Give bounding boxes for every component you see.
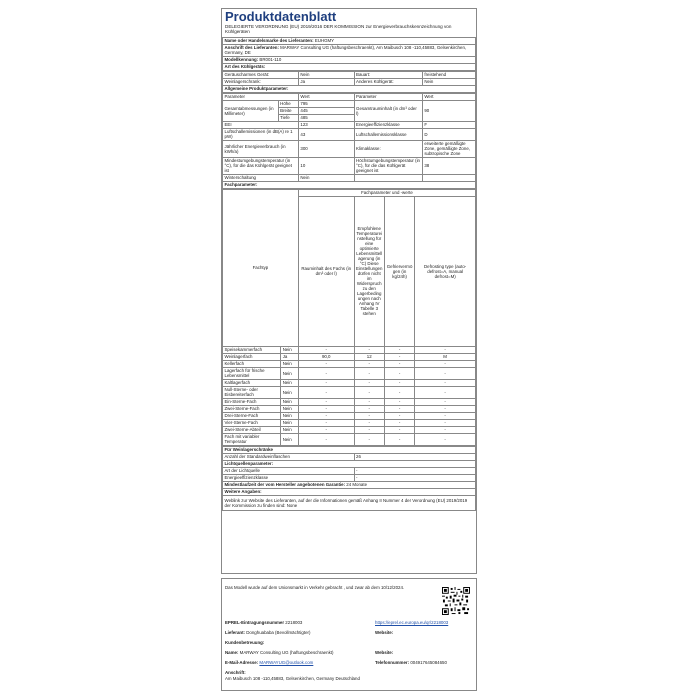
qr-code-icon[interactable] [442, 587, 470, 615]
compartment-volume: - [298, 379, 354, 386]
model-label: Modellkennung: [224, 57, 259, 63]
compartment-temp: - [354, 419, 384, 426]
extra-table [222, 446, 476, 511]
type-row [223, 71, 476, 78]
general-param-value: 43 [298, 128, 354, 140]
compartment-group-header: Fachparameter und -werte [298, 189, 475, 196]
general-param-label: Energieeffizienzklasse [354, 121, 422, 128]
dimension-value: 445 [298, 107, 354, 114]
compartment-present: Nein [281, 386, 299, 398]
param-header: Parameter [354, 93, 422, 100]
general-param-value: Nein [298, 174, 354, 181]
service-name-label: Name: [225, 650, 239, 655]
compartment-row [223, 398, 476, 405]
dimension-value: 485 [298, 114, 354, 121]
compartment-temp: - [354, 398, 384, 405]
compartment-volume: - [298, 419, 354, 426]
compartment-type: Weinlagerfach [223, 353, 281, 360]
compartment-defrost: - [415, 398, 476, 405]
general-param-value: erweiterte gemäßigte Zone, gemäßigte Zone, subtropische Zone [422, 140, 475, 157]
regulation-subtitle: DELEGIERTE VERORDNUNG (EU) 2019/2016 DER KOMMISSION zur Energieverbrauchskennzeichnung von Kühlgeräten [225, 24, 452, 35]
light-type-label: Art der Lichtquelle [223, 467, 355, 474]
type-label: Anderes Kühlgerät: [354, 78, 422, 85]
compartment-defrost: - [415, 386, 476, 398]
compartment-defrost: - [415, 405, 476, 412]
compartment-present: Nein [281, 426, 299, 433]
compartment-freeze: - [384, 379, 414, 386]
compartment-freeze: - [384, 412, 414, 419]
compartment-freeze: - [384, 360, 414, 367]
general-param-value [422, 174, 475, 181]
compartment-row [223, 367, 476, 379]
email-link[interactable]: MARWAYUG@outlook.com [259, 660, 314, 665]
general-param-label: Klimaklasse: [354, 140, 422, 157]
compartment-row [223, 379, 476, 386]
dimension-name: Höhe [278, 100, 298, 107]
address-label: Anschrift: [225, 670, 246, 675]
compartment-freeze: - [384, 353, 414, 360]
lieferant-value: Donghuababa (Bevollmächtigter) [246, 630, 311, 635]
model-id: BR001-110 [259, 57, 282, 63]
compartment-freeze: - [384, 433, 414, 445]
wine-label: Für Weinlagerschränke [223, 446, 476, 453]
compartment-row [223, 419, 476, 426]
website2-label: Website: [375, 650, 394, 655]
compartment-freeze: - [384, 386, 414, 398]
eprel-link[interactable]: https://eprel.ec.europa.eu/qr/2218003 [375, 620, 449, 625]
type-label: Geräuscharmes Gerät: [223, 71, 299, 78]
compartment-volume: - [298, 346, 354, 353]
compartment-volume: - [298, 398, 354, 405]
compartment-type: Zwei-Sterne-Abteil [223, 426, 281, 433]
freeze-header: Gefriervermögen (in kg/24h) [384, 196, 414, 346]
customer-service-label: Kundenbetreuung: [225, 640, 265, 645]
type-value: Nein [298, 71, 354, 78]
compartment-type: Zwei-Sterne-Fach [223, 405, 281, 412]
value-header: Wert [422, 93, 475, 100]
general-param-label: Jährlicher Energieverbrauch (in kWh/a) [223, 140, 299, 157]
compartment-defrost: - [415, 419, 476, 426]
lieferant-label: Lieferant: [225, 630, 246, 635]
compartment-freeze: - [384, 426, 414, 433]
compartment-temp: - [354, 367, 384, 379]
general-row [223, 128, 476, 140]
compartment-temp: - [354, 433, 384, 445]
compartment-temp: - [354, 386, 384, 398]
compartment-volume: - [298, 433, 354, 445]
light-type-value: - [354, 467, 475, 474]
compartment-defrost: - [415, 379, 476, 386]
compartment-row [223, 360, 476, 367]
sheet-frame [221, 8, 477, 574]
phone-value: 004917645084650 [410, 660, 447, 665]
compartment-type: Lagerfach für frische Lebensmittel [223, 367, 281, 379]
light-class-value: - [354, 474, 475, 481]
supplier-address-label: Anschrift des Lieferanten: [224, 45, 279, 51]
type-row [223, 78, 476, 85]
compartment-temp: - [354, 426, 384, 433]
compartment-type: Null-Sterne- oder Eisbereiterfach [223, 386, 281, 398]
compartment-freeze: - [384, 419, 414, 426]
compartment-temp: - [354, 412, 384, 419]
type-table [222, 71, 476, 93]
compartment-defrost: - [415, 412, 476, 419]
compartment-defrost: - [415, 367, 476, 379]
general-row [223, 140, 476, 157]
address-value: Am Maibusch 108 -110,45883, Gelsenkirchen, Germany Deutschland [225, 676, 360, 681]
compartment-table [222, 189, 476, 446]
more-info-label: Weitere Angaben: [223, 488, 476, 495]
compartment-row [223, 353, 476, 360]
volume-label: Gesamtrauminhalt (in dm³ oder l) [354, 100, 422, 121]
type-label: Bauart: [354, 71, 422, 78]
guarantee-label: Mindestlaufzeit der vom Hersteller angebotenen Garantie: [224, 482, 346, 488]
compartment-present: Nein [281, 346, 299, 353]
service-name: MARWAY Consulting UG (haftungsbeschraenkt) [239, 650, 334, 655]
supplier-address: MARWAY Consulting UG (haftungsbeschraenkt), Am Maibusch 108 -110,45883, Gelsenkirchen, Germany, DE [224, 45, 467, 56]
market-text: Das Modell wurde auf dem Unionsmarkt in Verkehr gebracht , und zwar ab dem 10/12/2024. [225, 585, 405, 590]
compartment-type: Kellerfach [223, 360, 281, 367]
supplier-table [222, 37, 476, 71]
compartment-row [223, 386, 476, 398]
compartment-row [223, 426, 476, 433]
supplier-name-label: Name oder Handelsmarke des Lieferanten: [224, 38, 314, 44]
guarantee-value: 24 Monate [346, 482, 368, 488]
type-value: Ja [298, 78, 354, 85]
general-row [223, 174, 476, 181]
compartment-type-header: Fachtyp [223, 189, 299, 346]
compartment-volume: 90,0 [298, 353, 354, 360]
appliance-type-label: Art des Kühlgeräts: [223, 63, 476, 70]
compartment-type: Fach mit variabler Temperatur [223, 433, 281, 445]
compartment-type: Ein-Sterne-Fach [223, 398, 281, 405]
compartment-freeze: - [384, 367, 414, 379]
compartment-present: Nein [281, 405, 299, 412]
page-title: Produktdatenblatt [225, 9, 337, 24]
defrost-header: Defrosting type (auto-defrost=A, manual defrost=M) [415, 196, 476, 346]
general-param-value: 300 [298, 140, 354, 157]
type-label: Weinlagerschrank: [223, 78, 299, 85]
general-row [223, 157, 476, 174]
general-row [223, 121, 476, 128]
type-value: Nein [422, 78, 475, 85]
compartment-defrost: - [415, 426, 476, 433]
compartment-temp: - [354, 360, 384, 367]
compartment-temp: - [354, 405, 384, 412]
compartment-present: Nein [281, 398, 299, 405]
compartment-temp: 12 [354, 353, 384, 360]
general-param-label: Mindestumgebungstemperatur (in °C), für die das Kühlgerät geeignet ist [223, 157, 299, 174]
compartment-row [223, 412, 476, 419]
general-params-label: Allgemeine Produktparameter: [223, 85, 476, 92]
compartment-present: Nein [281, 419, 299, 426]
phone-label: Telefonnummer: [375, 660, 410, 665]
volume-header: Rauminhalt des Fachs (in dm³ oder l) [298, 196, 354, 346]
compartment-type: Kaltlagerfach [223, 379, 281, 386]
general-params-table [222, 93, 476, 189]
general-param-label: Höchstumgebungstemperatur (in °C), für die das Kühlgerät geeignet ist [354, 157, 422, 174]
compartment-type: Speisekammerfach [223, 346, 281, 353]
general-param-label [354, 174, 422, 181]
dimension-name: Breite [278, 107, 298, 114]
compartment-defrost: - [415, 360, 476, 367]
compartment-params-label: Fachparameter: [223, 181, 476, 188]
general-param-label: Luftschallemissionen (in dB(A) re 1 pW) [223, 128, 299, 140]
volume-value: 90 [422, 100, 475, 121]
compartment-present: Ja [281, 353, 299, 360]
eprel-number: 2218003 [285, 620, 303, 625]
general-param-label: Luftschallemissionsklasse [354, 128, 422, 140]
compartment-volume: - [298, 412, 354, 419]
compartment-present: Nein [281, 367, 299, 379]
general-param-label: EEI [223, 121, 299, 128]
compartment-volume: - [298, 360, 354, 367]
general-param-value: D [422, 128, 475, 140]
compartment-defrost: - [415, 346, 476, 353]
dimension-value: 795 [298, 100, 354, 107]
compartment-row [223, 405, 476, 412]
compartment-temp: - [354, 346, 384, 353]
compartment-row [223, 346, 476, 353]
temp-header: Empfohlene Temperatureinstellung für eine optimierte Lebensmittellagerung (in °C) Diese Einstellungen dürfen nicht im Widerspruch zu den Lagerbedingungen nach Anhang IV Tabelle 3 stehen [354, 196, 384, 346]
website-label: Website: [375, 630, 394, 635]
more-info-text: Weblink zur Website des Lieferanten, auf der die Informationen gemäß Anhang II Nummer 4 der Verordnung (EU) 2019/2019 der Kommission zu finden sind: [224, 497, 468, 508]
email-label: E-Mail-Adresse: [225, 660, 259, 665]
compartment-present: Nein [281, 433, 299, 445]
compartment-defrost: M [415, 353, 476, 360]
product-data-sheet [221, 8, 477, 691]
lower-info-box [221, 578, 477, 691]
compartment-freeze: - [384, 405, 414, 412]
value-header: Wert [298, 93, 354, 100]
general-param-value: 123 [298, 121, 354, 128]
compartment-present: Nein [281, 360, 299, 367]
wine-bottles-value: 26 [354, 453, 475, 460]
dimension-name: Tiefe [278, 114, 298, 121]
supplier-name: EUHGMY [314, 38, 335, 44]
compartment-type: Vier-Sterne-Fach [223, 419, 281, 426]
light-class-label: Energieeffizienzklasse [223, 474, 355, 481]
compartment-volume: - [298, 426, 354, 433]
general-param-value: F [422, 121, 475, 128]
compartment-row [223, 433, 476, 445]
general-param-label: Winterschaltung [223, 174, 299, 181]
wine-bottles-label: Anzahl der Standardweinflaschen [223, 453, 355, 460]
general-param-value: 38 [422, 157, 475, 174]
general-param-value: 10 [298, 157, 354, 174]
eprel-label: EPREL-Eintragungsnummer [225, 620, 285, 625]
compartment-type: Drei-Sterne-Fach [223, 412, 281, 419]
light-label: Lichtquellenparameter: [223, 460, 476, 467]
param-header: Parameter [223, 93, 299, 100]
compartment-volume: - [298, 405, 354, 412]
compartment-freeze: - [384, 398, 414, 405]
compartment-defrost: - [415, 433, 476, 445]
compartment-volume: - [298, 386, 354, 398]
compartment-present: Nein [281, 379, 299, 386]
compartment-present: Nein [281, 412, 299, 419]
more-info-value: None [286, 502, 298, 508]
compartment-freeze: - [384, 346, 414, 353]
type-value: freistehend [422, 71, 475, 78]
compartment-volume: - [298, 367, 354, 379]
compartment-temp: - [354, 379, 384, 386]
dimensions-label: Gesamtabmessungen (in Millimeter) [223, 100, 279, 121]
